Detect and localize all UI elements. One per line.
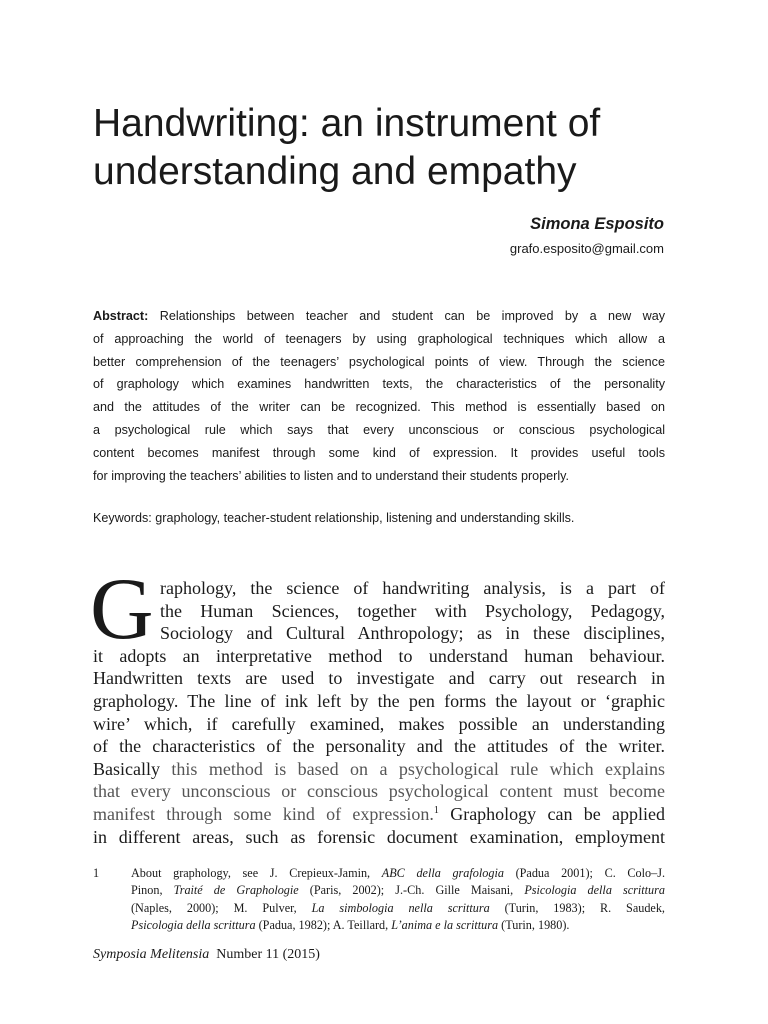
footnote-line: Psicologia della scrittura (Padua, 1982); A. Teillard, L’anima e la scrittura (Turin, 1980). [131,918,570,933]
footnote-line: (Naples, 2000); M. Pulver, La simbologia nella scrittura (Turin, 1983); R. Saudek, [131,900,665,915]
abstract-line: for improving the teachers’ abilities to listen and to understand their students properly. [93,468,570,483]
body-line: that every unconscious or conscious psychological content must become [93,781,665,802]
abstract-line: a psychological rule which says that every unconscious or conscious psychological [93,422,665,437]
keywords: Keywords: graphology, teacher-student relationship, listening and understanding skills. [93,511,575,525]
author-name: Simona Esposito [530,215,664,233]
title-line-2: understanding and empathy [93,150,577,193]
footnote-line: Pinon, Traité de Graphologie (Paris, 2002); J.-Ch. Gille Maisani, Psicologia della scrittura [131,883,665,898]
abstract-line: of graphology which examines handwritten texts, the characteristics of the personality [93,377,665,392]
footnote [93,865,665,935]
footnote-number: 1 [93,866,100,880]
footnote-ref[interactable]: 1 [433,804,439,816]
journal-issue: Number 11 (2015) [216,947,320,962]
abstract-line: content becomes manifest through some kind of expression. It provides useful tools [93,445,665,460]
abstract-line: and the attitudes of the writer can be recognized. This method is essentially based on [93,400,665,415]
body-line: raphology, the science of handwriting analysis, is a part of [160,578,665,598]
body-paragraph [93,577,665,848]
abstract-line: better comprehension of the teenagers’ psychological points of view. Through the science [93,354,665,369]
footnote-line: About graphology, see J. Crepieux-Jamin, ABC della grafologia (Padua 2001); C. Colo–J. [131,866,665,880]
abstract-label: Abstract: [93,309,149,323]
body-line: wire’ which, if carefully examined, makes possible an understanding [93,713,665,734]
body-line: of the characteristics of the personality and the attitudes of the writer. [93,736,665,757]
body-line: graphology. The line of ink left by the pen forms the layout or ‘graphic [93,690,665,711]
author-email: grafo.esposito@gmail.com [509,241,664,256]
journal-name: Symposia Melitensia [93,947,210,962]
body-line: manifest through some kind of expression.$^1$ Graphology can be applied [93,803,665,824]
abstract [93,305,665,487]
body-line: Basically this method is based on a psychological rule which explains [93,758,666,779]
article-title [93,100,693,196]
title-line-1: Handwriting: an instrument of [93,102,601,145]
body-line: the Human Sciences, together with Psychology, Pedagogy, [160,600,665,621]
journal-footer [93,947,320,963]
body-line: Handwritten texts are used to investigate and carry out research in [93,668,665,689]
abstract-line: of approaching the world of teenagers by using graphological techniques which allow a [93,331,665,346]
body-line: in different areas, such as forensic document examination, employment [93,826,665,847]
body-line: Sociology and Cultural Anthropology; as in these disciplines, [160,623,665,644]
drop-cap: G [90,561,154,658]
body-line: it adopts an interpretative method to understand human behaviour. [93,645,665,666]
abstract-line: Abstract: Relationships between teacher and student can be improved by a new way [93,309,665,323]
